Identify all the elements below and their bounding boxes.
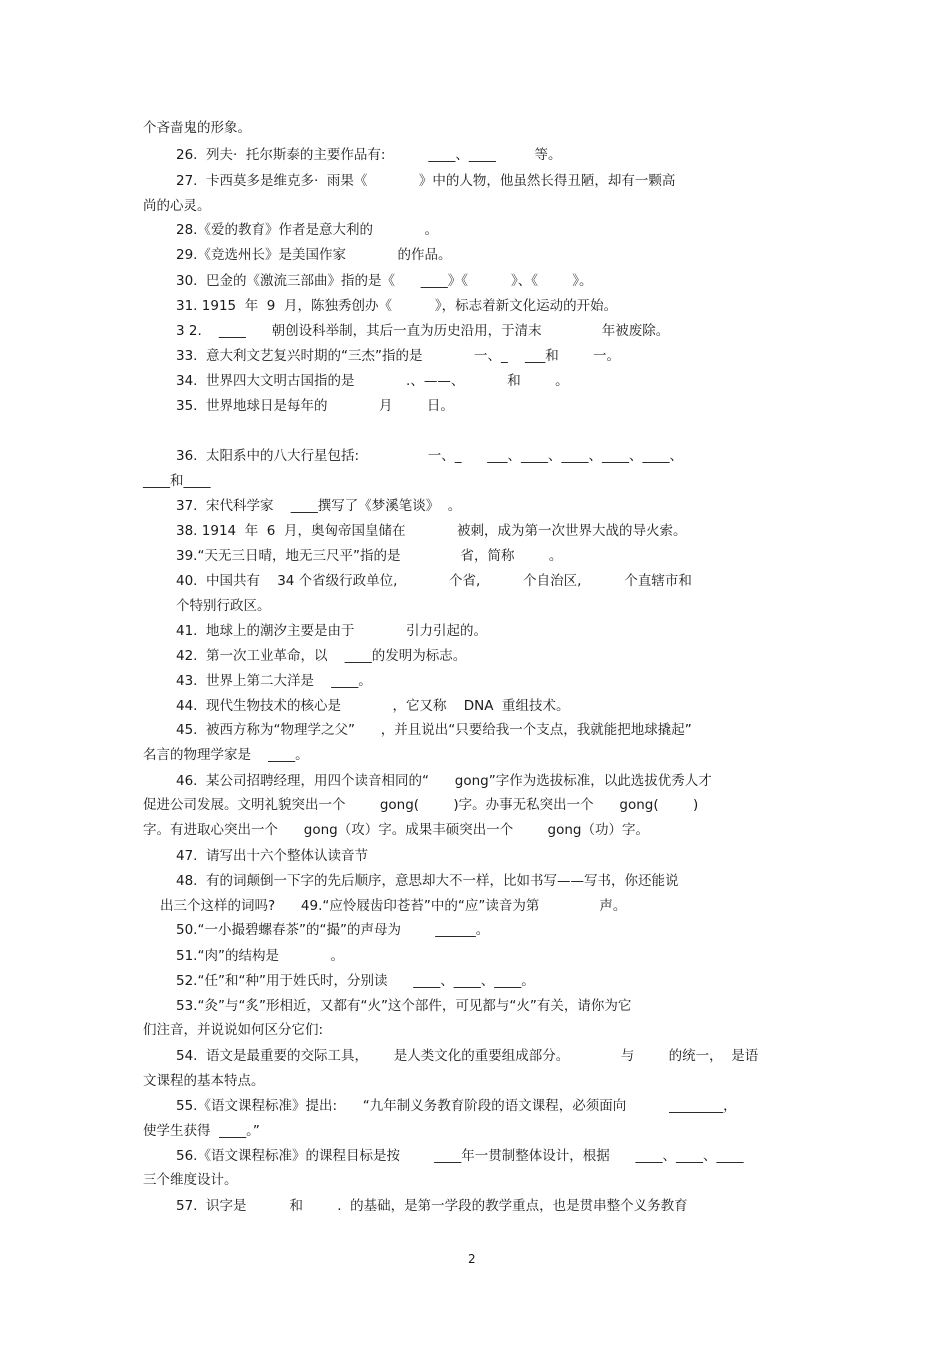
text-line: 35. 世界地球日是每年的 月 日。 [176, 398, 454, 414]
text-line: 42. 第一次工业革命，以 ____的发明为标志。 [176, 648, 467, 664]
text-line: 39.“天无三日晴，地无三尺平”指的是 省，简称 。 [176, 548, 563, 564]
text-line: 41. 地球上的潮汐主要是由于 引力引起的。 [176, 623, 488, 639]
text-line: 31. 1915 年 9 月，陈独秀创办《 》，标志着新文化运动的开始。 [176, 298, 618, 314]
text-line: 个特别行政区。 [176, 598, 271, 614]
text-line: 38. 1914 年 6 月，奥匈帝国皇储在 被刺，成为第一次世界大战的导火索。 [176, 523, 687, 539]
text-line: 3 2. ____ 朝创设科举制，其后一直为历史沿用，于清末 年被废除。 [176, 323, 670, 339]
page-number: 2 [468, 1252, 476, 1266]
text-line: 34. 世界四大文明古国指的是 .、——、 和 。 [176, 373, 569, 389]
text-line: 51.“肉”的结构是 。 [176, 948, 344, 964]
text-line: 27. 卡西莫多是维克多· 雨果《 》中的人物，他虽然长得丑陋，却有一颗高 [176, 173, 676, 189]
text-line: 37. 宋代科学家 ____撰写了《梦溪笔谈》 。 [176, 498, 462, 514]
text-line: 52.“任”和“种”用于姓氏时，分别读 ____、____、____。 [176, 973, 535, 989]
text-line: 个吝啬鬼的形象。 [143, 120, 251, 136]
text-line: 字。有进取心突出一个 gong（攻）字。成果丰硕突出一个 gong（功）字。 [143, 822, 649, 838]
text-line: 26. 列夫· 托尔斯泰的主要作品有: ____、____ 等。 [176, 147, 562, 163]
text-line: 54. 语文是最重要的交际工具， 是人类文化的重要组成部分。 与 的统一， 是语 [176, 1048, 759, 1064]
text-line: 使学生获得 ____。” [143, 1123, 260, 1139]
text-line: 出三个这样的词吗? 49.“应怜屐齿印苍苔”中的“应”读音为第 声。 [160, 898, 627, 914]
text-line: 33. 意大利文艺复兴时期的“三杰”指的是 一、_ ___和 一。 [176, 348, 621, 364]
text-line: 50.“一小撮碧螺春茶”的“撮”的声母为 ______。 [176, 922, 490, 938]
text-line: 40. 中国共有 34 个省级行政单位, 个省, 个自治区, 个直辖市和 [176, 573, 692, 589]
text-line: 45. 被西方称为“物理学之父” ，并且说出“只要给我一个支点，我就能把地球撬起” [176, 722, 692, 738]
text-line: 47. 请写出十六个整体认读音节 [176, 848, 369, 864]
text-line: 44. 现代生物技术的核心是 ，它又称 DNA 重组技术。 [176, 698, 570, 714]
text-line: 名言的物理学家是 ____。 [143, 747, 309, 763]
text-line: ____和____ [143, 473, 211, 489]
text-line: 55.《语文课程标准》提出: “九年制义务教育阶段的语文课程，必须面向 ________， [176, 1098, 737, 1114]
text-line: 43. 世界上第二大洋是 ____。 [176, 673, 372, 689]
text-line: 们注音，并说说如何区分它们: [143, 1022, 324, 1038]
text-line: 57. 识字是 和 . 的基础，是第一学段的教学重点，也是贯串整个义务教育 [176, 1198, 688, 1214]
text-line: 尚的心灵。 [143, 198, 211, 214]
text-line: 促进公司发展。文明礼貌突出一个 gong( )字。办事无私突出一个 gong( ) [143, 797, 699, 813]
text-line: 36. 太阳系中的八大行星包括: 一、_ ___、____、____、____、____、 [176, 448, 684, 464]
text-line: 48. 有的词颠倒一下字的先后顺序，意思却大不一样，比如书写——写书，你还能说 [176, 873, 679, 889]
text-line: 46. 某公司招聘经理，用四个读音相同的“ gong”字作为选拔标准，以此选拔优秀人才 [176, 773, 712, 789]
text-line: 29.《竞选州长》是美国作家 的作品。 [176, 247, 452, 263]
text-line: 28.《爱的教育》作者是意大利的 。 [176, 222, 438, 238]
text-line: 30. 巴金的《激流三部曲》指的是《 ____》《 》、《 》。 [176, 273, 593, 289]
text-line: 三个维度设计。 [143, 1172, 238, 1188]
text-line: 56.《语文课程标准》的课程目标是按 ____年一贯制整体设计，根据 ____、____、____ [176, 1148, 744, 1164]
text-line: 53.“灸”与“炙”形相近，又都有“火”这个部件，可见都与“火”有关，请你为它 [176, 998, 632, 1014]
text-line: 文课程的基本特点。 [143, 1073, 265, 1089]
